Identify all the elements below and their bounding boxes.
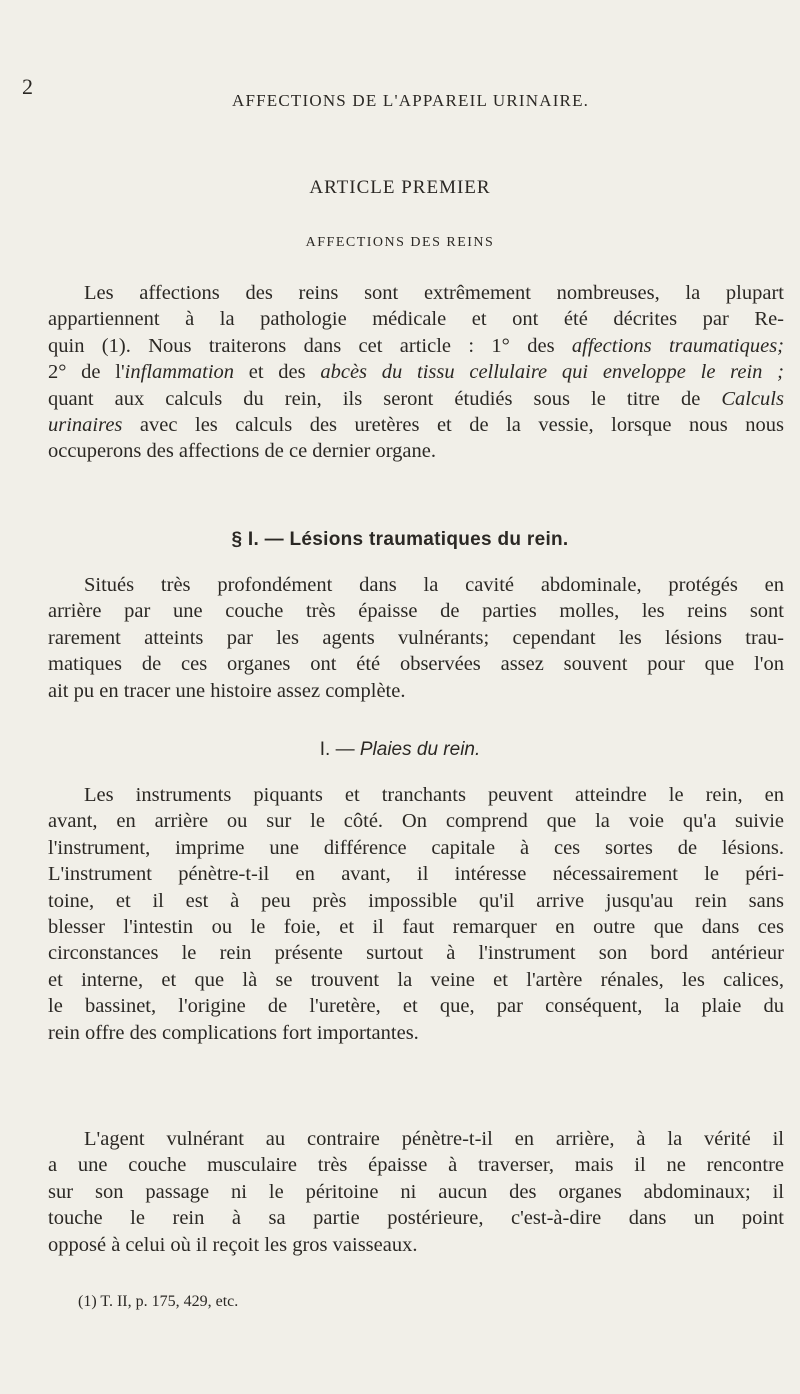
text-line: et interne, et que là se trouvent la veine et l'artère rénales, les calices, <box>48 968 784 991</box>
section-paragraph <box>48 572 784 704</box>
article-title: ARTICLE PREMIER <box>309 177 491 198</box>
italic-term: abcès du tissu cellulaire qui enveloppe le rein ; <box>320 361 785 384</box>
italic-term: Calculs <box>721 387 784 410</box>
intro-paragraph <box>48 280 784 465</box>
text-line: L'instrument pénètre-t-il en avant, il intéresse nécessairement le péri- <box>48 863 784 886</box>
text-line: blesser l'intestin ou le foie, et il faut remarquer en outre que dans ces <box>48 916 784 939</box>
plaies-paragraph-1 <box>48 782 784 1046</box>
italic-term: urinaires <box>48 414 123 437</box>
text-line: opposé à celui où il reçoit les gros vaisseaux. <box>48 1233 418 1256</box>
text-line: ait pu en tracer une histoire assez complète. <box>48 679 406 702</box>
text-line: Situés très profondément dans la cavité abdominale, protégés en <box>84 574 784 596</box>
text-line: quant aux calculs du rein, ils seront étudiés sous le titre de Calculs <box>48 387 784 410</box>
section-heading: § I. — Lésions traumatiques du rein. <box>231 529 569 550</box>
text-line: matiques de ces organes ont été observées assez souvent pour que l'on <box>48 653 784 676</box>
text-line: circonstances le rein présente surtout à l'instrument son bord antérieur <box>48 942 784 965</box>
text-line: toine, et il est à peu près impossible qu'il arrive jusqu'au rein sans <box>48 889 784 912</box>
subsection-number: I. — <box>319 739 360 760</box>
text-line: Les affections des reins sont extrêmement nombreuses, la plupart <box>84 282 784 304</box>
text-line: l'instrument, imprime une différence capitale à ces sortes de lésions. <box>48 836 784 859</box>
text-line: 2° de l'inflammation et des abcès du tissu cellulaire qui enveloppe le rein ; <box>48 361 785 384</box>
page-number: 2 <box>22 74 33 99</box>
plaies-paragraph-2 <box>48 1126 784 1258</box>
footnote: (1) T. II, p. 175, 429, etc. <box>78 1293 239 1310</box>
subsection-title: Plaies du rein. <box>359 739 481 760</box>
text-line: rarement atteints par les agents vulnérants; cependant les lésions trau- <box>48 626 784 649</box>
text-line: avant, en arrière ou sur le côté. On comprend que la voie qu'a suivie <box>48 810 784 833</box>
text-line: quin (1). Nous traiterons dans cet article : 1° des affections traumatiques; <box>48 334 784 357</box>
text-line: arrière par une couche très épaisse de parties molles, les reins sont <box>48 600 784 623</box>
italic-term: inflammation <box>124 361 235 384</box>
text-line: rein offre des complications fort importantes. <box>48 1021 419 1044</box>
text-line: Les instruments piquants et tranchants peuvent atteindre le rein, en <box>84 784 784 806</box>
text-line: a une couche musculaire très épaisse à traverser, mais il ne rencontre <box>48 1154 784 1177</box>
text-line: urinaires avec les calculs des uretères et de la vessie, lorsque nous nous <box>48 414 784 437</box>
text-line: occuperons des affections de ce dernier organe. <box>48 440 436 463</box>
text-line: sur son passage ni le péritoine ni aucun des organes abdominaux; il <box>48 1180 784 1203</box>
text-line: le bassinet, l'origine de l'uretère, et que, par conséquent, la plaie du <box>48 995 784 1018</box>
subsection-heading <box>0 740 800 759</box>
text-line: L'agent vulnérant au contraire pénètre-t-il en arrière, à la vérité il <box>84 1128 784 1150</box>
running-head: AFFECTIONS DE L'APPAREIL URINAIRE. <box>232 91 590 110</box>
article-subtitle: AFFECTIONS DES REINS <box>305 235 495 250</box>
italic-term: affections traumatiques; <box>571 334 784 357</box>
text-line: touche le rein à sa partie postérieure, c'est-à-dire dans un point <box>48 1207 784 1230</box>
text-line: appartiennent à la pathologie médicale et ont été décrites par Re- <box>48 308 784 331</box>
